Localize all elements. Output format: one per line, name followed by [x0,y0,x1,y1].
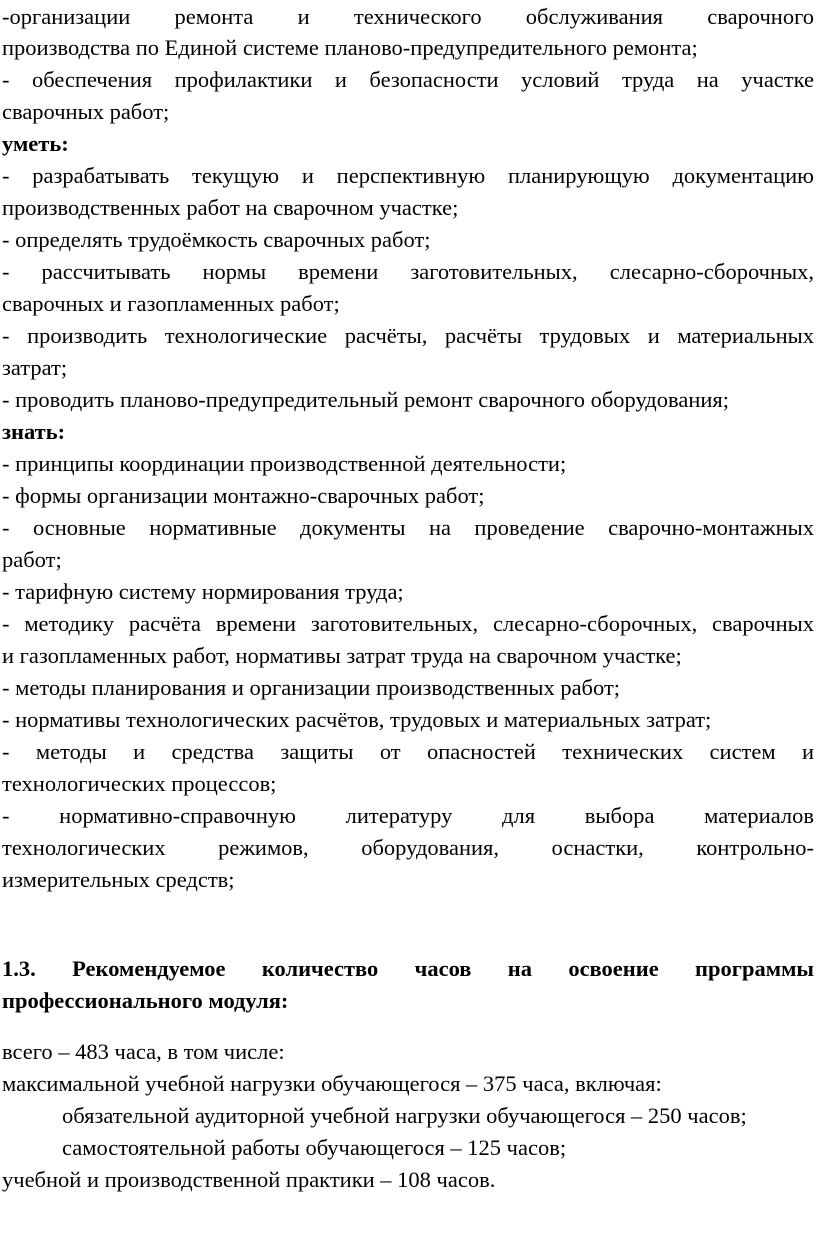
text-line: - тарифную систему нормирования труда; [2,579,404,604]
text-line: и газопламенных работ, нормативы затрат труда на сварочном участке; [2,643,682,668]
section-heading-cont: профессионального модуля: [2,988,289,1013]
hours-max-load: максимальной учебной нагрузки обучающегося – 375 часа, включая: [2,1071,662,1096]
text-line: - принципы координации производственной деятельности; [2,451,567,476]
hours-practice: учебной и производственной практики – 108 часов. [2,1167,496,1192]
section-heading: 1.3. Рекомендуемое количество часов на освоение программы [2,956,814,981]
text-line: технологических режимов, оборудования, оснастки, контрольно- [2,835,814,860]
text-line: сварочных и газопламенных работ; [2,291,340,316]
text-line: затрат; [2,355,68,380]
text-line: производства по Единой системе планово-предупредительного ремонта; [2,35,698,60]
text-line: - нормативы технологических расчётов, трудовых и материальных затрат; [2,707,712,732]
text-line: - обеспечения профилактики и безопасности условий труда на участке [2,67,814,92]
text-line: измерительных средств; [2,867,235,892]
text-line: - методы и средства защиты от опасностей технических систем и [2,739,814,764]
text-line: -организации ремонта и технического обслуживания сварочного [2,4,814,29]
hours-total: всего – 483 часа, в том числе: [2,1039,285,1064]
znat-heading: знать: [2,419,66,444]
text-line: - разрабатывать текущую и перспективную планирующую документацию [2,163,814,188]
text-line: работ; [2,547,62,572]
hours-independent: самостоятельной работы обучающегося – 125 часов; [62,1135,567,1160]
text-line: - методику расчёта времени заготовительных, слесарно-сборочных, сварочных [2,611,814,636]
text-line: - формы организации монтажно-сварочных работ; [2,483,485,508]
text-line: - нормативно-справочную литературу для выбора материалов [2,803,814,828]
hours-mandatory: обязательной аудиторной учебной нагрузки обучающегося – 250 часов; [62,1103,747,1128]
text-line: - определять трудоёмкость сварочных работ; [2,227,431,252]
text-line: производственных работ на сварочном участке; [2,195,459,220]
text-line: - основные нормативные документы на проведение сварочно-монтажных [2,515,814,540]
text-line: сварочных работ; [2,99,170,124]
text-line: - производить технологические расчёты, расчёты трудовых и материальных [2,323,814,348]
text-line: - рассчитывать нормы времени заготовительных, слесарно-сборочных, [2,259,814,284]
text-line: - проводить планово-предупредительный ремонт сварочного оборудования; [2,387,729,412]
umet-heading: уметь: [2,131,69,156]
text-line: технологических процессов; [2,771,277,796]
text-line: - методы планирования и организации производственных работ; [2,675,621,700]
